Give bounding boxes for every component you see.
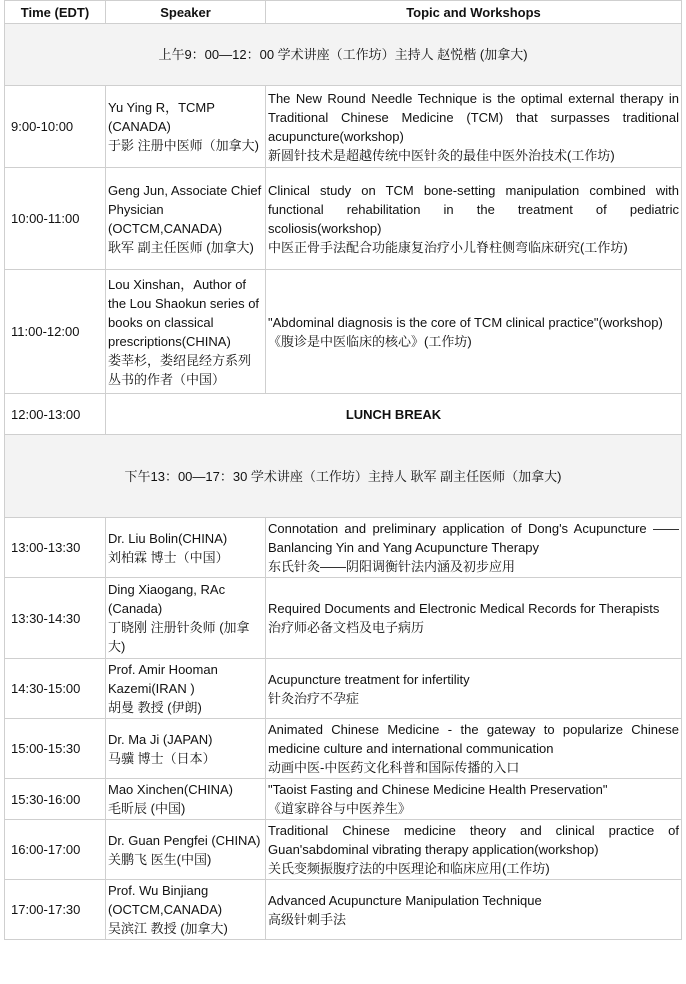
table-row	[5, 719, 682, 779]
speaker-en: Yu Ying R，TCMP (CANADA)	[108, 100, 215, 134]
header-row	[5, 1, 682, 24]
morning-section-title: 上午9：00—12：00 学术讲座（工作坊）主持人 赵悦楷 (加拿大)	[5, 24, 682, 86]
topic-zh: 东氏针灸——阴阳调衡针法内涵及初步应用	[268, 559, 516, 574]
row-speaker	[106, 518, 266, 578]
speaker-zh: 于影 注册中医师（加拿大)	[108, 138, 259, 153]
row-time: 13:00-13:30	[5, 518, 106, 578]
row-topic	[266, 779, 682, 820]
speaker-zh: 耿军 副主任医师 (加拿大)	[108, 239, 254, 255]
speaker-zh: 马骥 博士（日本）	[108, 750, 216, 766]
afternoon-section-row	[5, 435, 682, 518]
row-topic	[266, 880, 682, 940]
speaker-en: Prof. Wu Binjiang (OCTCM,CANADA)	[108, 883, 223, 917]
morning-section-row	[5, 24, 682, 86]
topic-en: Acupuncture treatment for infertility	[268, 671, 470, 687]
speaker-zh: 吴滨江 教授 (加拿大)	[108, 921, 228, 936]
speaker-en: Dr. Ma Ji (JAPAN)	[108, 731, 213, 747]
row-time: 11:00-12:00	[5, 270, 106, 394]
topic-zh: 治疗师必备文档及电子病历	[268, 620, 425, 635]
row-topic	[266, 719, 682, 779]
row-topic	[266, 820, 682, 880]
speaker-en: Lou Xinshan，Author of the Lou Shaokun series of books on classical prescriptions(CHINA)	[108, 276, 260, 349]
topic-en: Clinical study on TCM bone-setting manipulation combined with functional rehabilitation in the treatment of pediatric scoliosis(workshop)	[268, 182, 679, 236]
table-row	[5, 779, 682, 820]
row-topic	[266, 578, 682, 659]
row-speaker	[106, 820, 266, 880]
header-topic: Topic and Workshops	[266, 1, 682, 24]
topic-zh: 动画中医-中医药文化科普和国际传播的入口	[268, 760, 520, 775]
row-topic	[266, 659, 682, 719]
lunch-time: 12:00-13:00	[5, 394, 106, 435]
speaker-en: Dr. Guan Pengfei (CHINA)	[108, 832, 261, 848]
table-row	[5, 168, 682, 270]
row-speaker	[106, 779, 266, 820]
topic-en: Traditional Chinese medicine theory and clinical practice of Guan'sabdominal vibrating therapy application(workshop)	[268, 823, 679, 857]
table-row	[5, 270, 682, 394]
topic-en: "Abdominal diagnosis is the core of TCM clinical practice"(workshop)	[268, 314, 663, 330]
row-speaker	[106, 659, 266, 719]
row-time: 14:30-15:00	[5, 659, 106, 719]
speaker-en: Mao Xinchen(CHINA)	[108, 782, 233, 797]
table-row	[5, 578, 682, 659]
table-row	[5, 820, 682, 880]
topic-en: The New Round Needle Technique is the optimal external therapy in Traditional Chinese Medicine (TCM) that surpasses traditional acupuncture(workshop)	[268, 90, 679, 144]
row-time: 15:30-16:00	[5, 779, 106, 820]
speaker-zh: 刘柏霖 博士（中国）	[108, 549, 229, 565]
topic-en: "Taoist Fasting and Chinese Medicine Health Preservation"	[268, 782, 608, 797]
row-speaker	[106, 270, 266, 394]
topic-en: Required Documents and Electronic Medical Records for Therapists	[268, 601, 660, 616]
table-row	[5, 880, 682, 940]
lunch-row	[5, 394, 682, 435]
table-row	[5, 659, 682, 719]
row-time: 15:00-15:30	[5, 719, 106, 779]
row-time: 10:00-11:00	[5, 168, 106, 270]
topic-en: Animated Chinese Medicine - the gateway to popularize Chinese medicine culture and international communication	[268, 722, 679, 756]
row-time: 13:30-14:30	[5, 578, 106, 659]
topic-zh: 高级针刺手法	[268, 911, 347, 927]
speaker-zh: 毛昕辰 (中国)	[108, 801, 186, 816]
topic-zh: 中医正骨手法配合功能康复治疗小儿脊柱侧弯临床研究(工作坊)	[268, 239, 628, 255]
speaker-zh: 胡曼 教授 (伊朗)	[108, 700, 202, 715]
row-topic	[266, 270, 682, 394]
row-time: 16:00-17:00	[5, 820, 106, 880]
topic-zh: 《道家辟谷与中医养生》	[268, 801, 412, 816]
schedule-table	[4, 0, 682, 940]
afternoon-section-title: 下午13：00—17：30 学术讲座（工作坊）主持人 耿军 副主任医师（加拿大)	[5, 435, 682, 518]
row-speaker	[106, 86, 266, 168]
speaker-zh: 丁晓刚 注册针灸师 (加拿大)	[108, 620, 250, 654]
table-row	[5, 518, 682, 578]
speaker-en: Dr. Liu Bolin(CHINA)	[108, 530, 228, 546]
topic-zh: 《腹诊是中医临床的核心》(工作坊)	[268, 333, 472, 349]
topic-zh: 新圆针技术是超越传统中医针灸的最佳中医外治技术(工作坊)	[268, 147, 615, 163]
speaker-zh: 关鹏飞 医生(中国)	[108, 851, 212, 867]
speaker-en: Geng Jun, Associate Chief Physician (OCTCM,CANADA)	[108, 182, 262, 236]
row-topic	[266, 518, 682, 578]
row-speaker	[106, 168, 266, 270]
row-speaker	[106, 880, 266, 940]
row-speaker	[106, 578, 266, 659]
row-time: 9:00-10:00	[5, 86, 106, 168]
row-speaker	[106, 719, 266, 779]
row-topic	[266, 86, 682, 168]
row-time: 17:00-17:30	[5, 880, 106, 940]
topic-en: Connotation and preliminary application of Dong's Acupuncture —— Banlancing Yin and Yang Acupuncture Therapy	[268, 521, 679, 555]
header-speaker: Speaker	[106, 1, 266, 24]
speaker-zh: 娄莘杉，娄绍昆经方系列丛书的作者（中国）	[108, 352, 252, 387]
table-row	[5, 86, 682, 168]
topic-en: Advanced Acupuncture Manipulation Technique	[268, 892, 542, 908]
topic-zh: 关氏变频振腹疗法的中医理论和临床应用(工作坊)	[268, 861, 550, 876]
speaker-en: Prof. Amir Hooman Kazemi(IRAN )	[108, 662, 218, 696]
speaker-en: Ding Xiaogang, RAc (Canada)	[108, 582, 226, 616]
header-time: Time (EDT)	[5, 1, 106, 24]
row-topic	[266, 168, 682, 270]
lunch-label: LUNCH BREAK	[106, 394, 682, 435]
topic-zh: 针灸治疗不孕症	[268, 690, 360, 706]
